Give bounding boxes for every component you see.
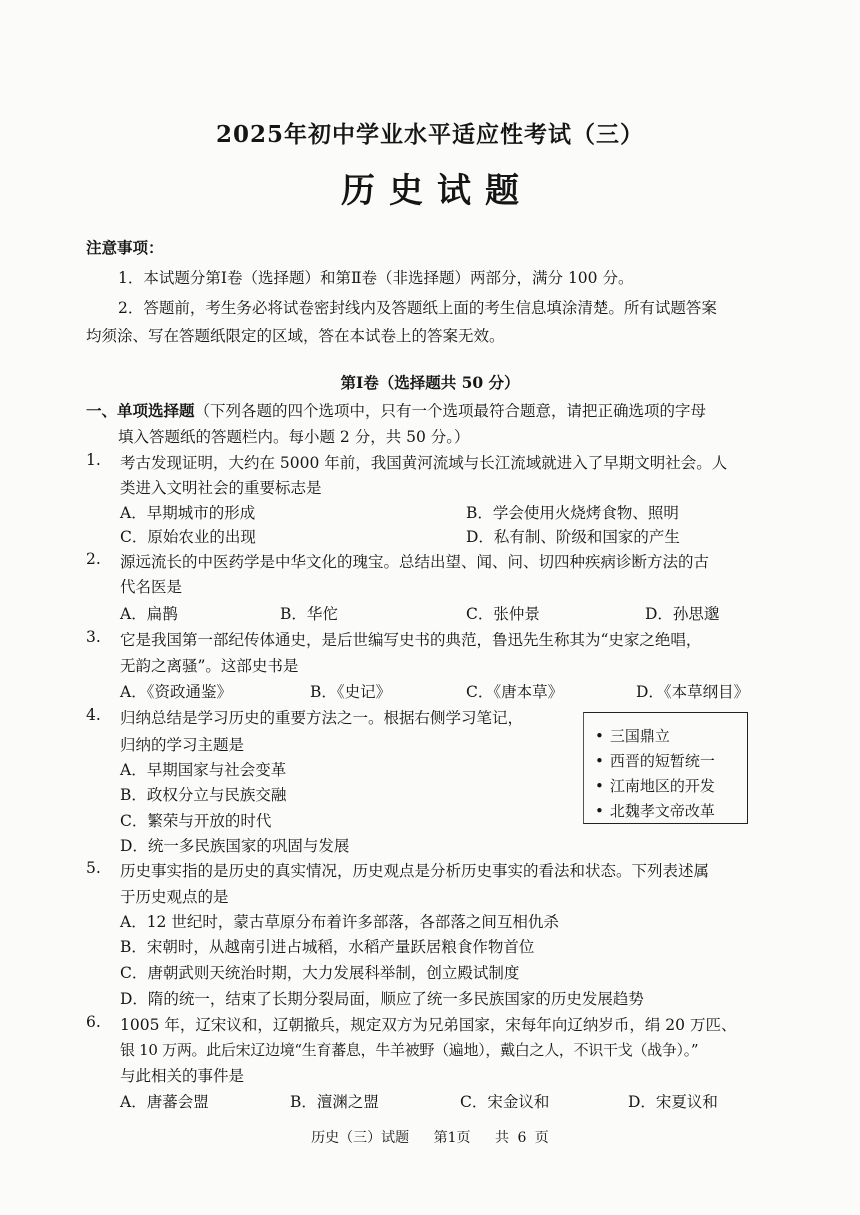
study-note-item: • 西晋的短暂统一 [595, 749, 747, 774]
question-4-line2: 归纳的学习主题是 [120, 736, 245, 754]
question-6-option-d: D．宋夏议和 [628, 1093, 718, 1111]
question-1-number: 1. [86, 451, 101, 469]
question-6-option-c: C．宋金议和 [460, 1093, 550, 1111]
question-2-option-a: A．扁鹊 [120, 605, 178, 623]
footer-total-pages: 共 6 页 [495, 1130, 549, 1146]
question-5-option-d: D．隋的统一，结束了长期分裂局面，顺应了统一多民族国家的历史发展趋势 [120, 990, 644, 1008]
page-footer [0, 1127, 860, 1147]
question-5-number: 5. [86, 859, 101, 877]
question-3-option-d: D．《本草纲目》 [636, 683, 750, 701]
question-2-number: 2. [86, 550, 101, 568]
question-1-option-c: C．原始农业的出现 [120, 528, 256, 546]
question-5-option-a: A．12 世纪时，蒙古草原分布着许多部落，各部落之间互相仇杀 [120, 913, 559, 931]
question-1-option-a: A．早期城市的形成 [120, 504, 256, 522]
footer-page-number: 第1页 [433, 1130, 471, 1146]
question-6-line1: 1005 年，辽宋议和，辽朝撤兵，规定双方为兄弟国家，宋每年向辽纳岁币，绢 20 万匹、 [120, 1016, 737, 1034]
question-3-option-a: A．《资政通鉴》 [120, 683, 232, 701]
question-5-line2: 于历史观点的是 [120, 888, 229, 906]
footer-subject: 历史（三）试题 [311, 1130, 410, 1146]
notice-item-2-line1: 2．答题前，考生务必将试卷密封线内及答题纸上面的考生信息填涂清楚。所有试题答案 [118, 299, 717, 317]
question-2-line1: 源远流长的中医药学是中华文化的瑰宝。总结出望、闻、问、切四种疾病诊断方法的古 [120, 553, 710, 571]
question-3-number: 3. [86, 628, 101, 646]
question-4-option-c: C．繁荣与开放的时代 [120, 812, 272, 830]
section-instruction [86, 399, 706, 421]
question-2-option-b: B．华佗 [280, 605, 338, 623]
question-1-line1: 考古发现证明，大约在 5000 年前，我国黄河流域与长江流域就进入了早期文明社会。人 [120, 454, 728, 472]
subject-title: 历史试题 [341, 171, 533, 211]
question-6-line2: 银 10 万两。此后宋辽边境“生育蕃息，牛羊被野（遍地），戴白之人，不识干戈（战争）。” [120, 1041, 699, 1059]
question-5-option-c: C．唐朝武则天统治时期，大力发展科举制，创立殿试制度 [120, 964, 520, 982]
section-desc-line2: 填入答题纸的答题栏内。每小题 2 分，共 50 分。） [118, 428, 470, 446]
question-4-line1: 归纳总结是学习历史的重要方法之一。根据右侧学习笔记， [120, 709, 524, 727]
study-note-item: • 北魏孝文帝改革 [595, 799, 747, 824]
question-2-line2: 代名医是 [120, 578, 183, 596]
question-6-option-a: A．唐蕃会盟 [120, 1093, 209, 1111]
question-5-line1: 历史事实指的是历史的真实情况，历史观点是分析历史事实的看法和状态。下列表述属 [120, 862, 710, 880]
question-2-option-d: D．孙思邈 [645, 605, 720, 623]
question-2-option-c: C．张仲景 [466, 605, 540, 623]
question-1-option-b: B．学会使用火烧烤食物、照明 [466, 504, 679, 522]
question-4-number: 4. [86, 706, 101, 724]
exam-title: 2025年初中学业水平适应性考试（三） [215, 121, 644, 148]
question-4-option-d: D．统一多民族国家的巩固与发展 [120, 837, 350, 855]
notice-item-2-line2: 均须涂、写在答题纸限定的区域，答在本试卷上的答案无效。 [86, 327, 505, 345]
question-3-line1: 它是我国第一部纪传体通史，是后世编写史书的典范，鲁迅先生称其为“史家之绝唱， [120, 631, 702, 649]
notice-heading: 注意事项： [86, 238, 164, 257]
study-notes-box [583, 712, 748, 824]
section-label: 一、单项选择题 [86, 401, 195, 420]
question-4-option-b: B．政权分立与民族交融 [120, 786, 287, 804]
notice-item-1: 1．本试题分第Ⅰ卷（选择题）和第Ⅱ卷（非选择题）两部分，满分 100 分。 [118, 269, 634, 287]
question-1-option-d: D．私有制、阶级和国家的产生 [466, 528, 680, 546]
section-desc-line1: （下列各题的四个选项中，只有一个选项最符合题意，请把正确选项的字母 [194, 402, 707, 420]
part1-heading: 第Ⅰ卷（选择题共 50 分） [340, 373, 520, 392]
question-1-line2: 类进入文明社会的重要标志是 [120, 479, 322, 497]
question-6-line3: 与此相关的事件是 [120, 1067, 245, 1085]
question-4-option-a: A．早期国家与社会变革 [120, 761, 287, 779]
question-6-option-b: B．澶渊之盟 [290, 1093, 379, 1111]
study-note-item: • 江南地区的开发 [595, 774, 747, 799]
study-note-item: • 三国鼎立 [595, 724, 747, 749]
question-3-option-b: B．《史记》 [310, 683, 392, 701]
question-6-number: 6. [86, 1013, 101, 1031]
question-5-option-b: B．宋朝时，从越南引进占城稻，水稻产量跃居粮食作物首位 [120, 938, 535, 956]
question-3-option-c: C．《唐本草》 [466, 683, 564, 701]
question-3-line2: 无韵之离骚”。这部史书是 [120, 657, 299, 675]
